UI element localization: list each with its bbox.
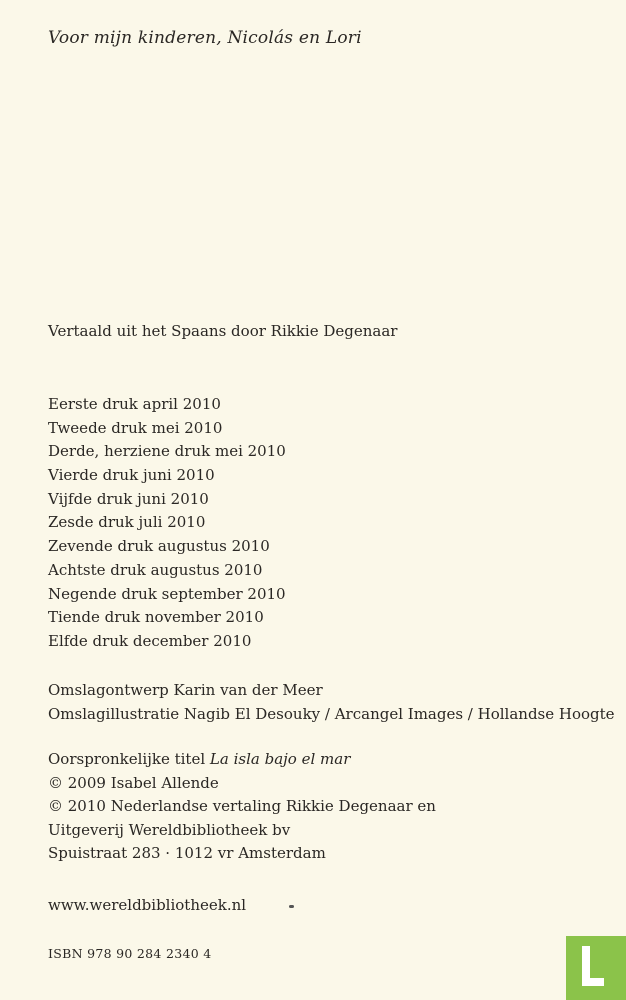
original-title-label: Oorspronkelijke titel (48, 750, 206, 768)
printing-entry: Eerste druk april 2010 (48, 395, 221, 413)
cover-design-credit: Omslagontwerp Karin van der Meer (48, 681, 323, 699)
watermark-logo-icon (566, 936, 626, 1000)
publisher-address: Spuistraat 283 · 1012 vr Amsterdam (48, 844, 326, 862)
original-title: La isla bajo el mar (209, 750, 351, 768)
cover-illustration-credit: Omslagillustratie Nagib El Desouky / Arcangel Images / Hollandse Hoogte (48, 704, 615, 723)
printing-history (48, 393, 286, 654)
publisher-name: Uitgeverij Wereldbibliotheek bv (48, 820, 291, 839)
printing-entry: Vijfde druk juni 2010 (48, 489, 209, 508)
printing-entry: Elfde druk december 2010 (48, 631, 252, 650)
design-credits (48, 679, 615, 726)
printing-entry: Negende druk september 2010 (48, 584, 286, 603)
translation-credit: Vertaald uit het Spaans door Rikkie Degenaar (48, 322, 398, 340)
website-link[interactable]: www.wereldbibliotheek.nl (48, 896, 247, 914)
copyright-translation: © 2010 Nederlandse vertaling Rikkie Degenaar en (48, 797, 436, 815)
dedication: Voor mijn kinderen, Nicolás en Lori (48, 28, 362, 48)
printing-entry: Tiende druk november 2010 (48, 608, 264, 627)
printing-entry: Tweede druk mei 2010 (48, 418, 223, 437)
rights-block (48, 748, 436, 866)
printing-entry: Achtste druk augustus 2010 (48, 560, 263, 579)
isbn-number: ISBN 978 90 284 2340 4 (48, 946, 212, 961)
logo-glyph (582, 946, 604, 986)
printing-entry: Derde, herziene druk mei 2010 (48, 442, 286, 461)
printing-entry: Vierde druk juni 2010 (48, 466, 215, 485)
ink-speck (289, 905, 294, 908)
original-title-line (48, 748, 436, 772)
copyright-author: © 2009 Isabel Allende (48, 773, 219, 792)
printing-entry: Zesde druk juli 2010 (48, 513, 206, 532)
printing-entry: Zevende druk augustus 2010 (48, 537, 270, 556)
